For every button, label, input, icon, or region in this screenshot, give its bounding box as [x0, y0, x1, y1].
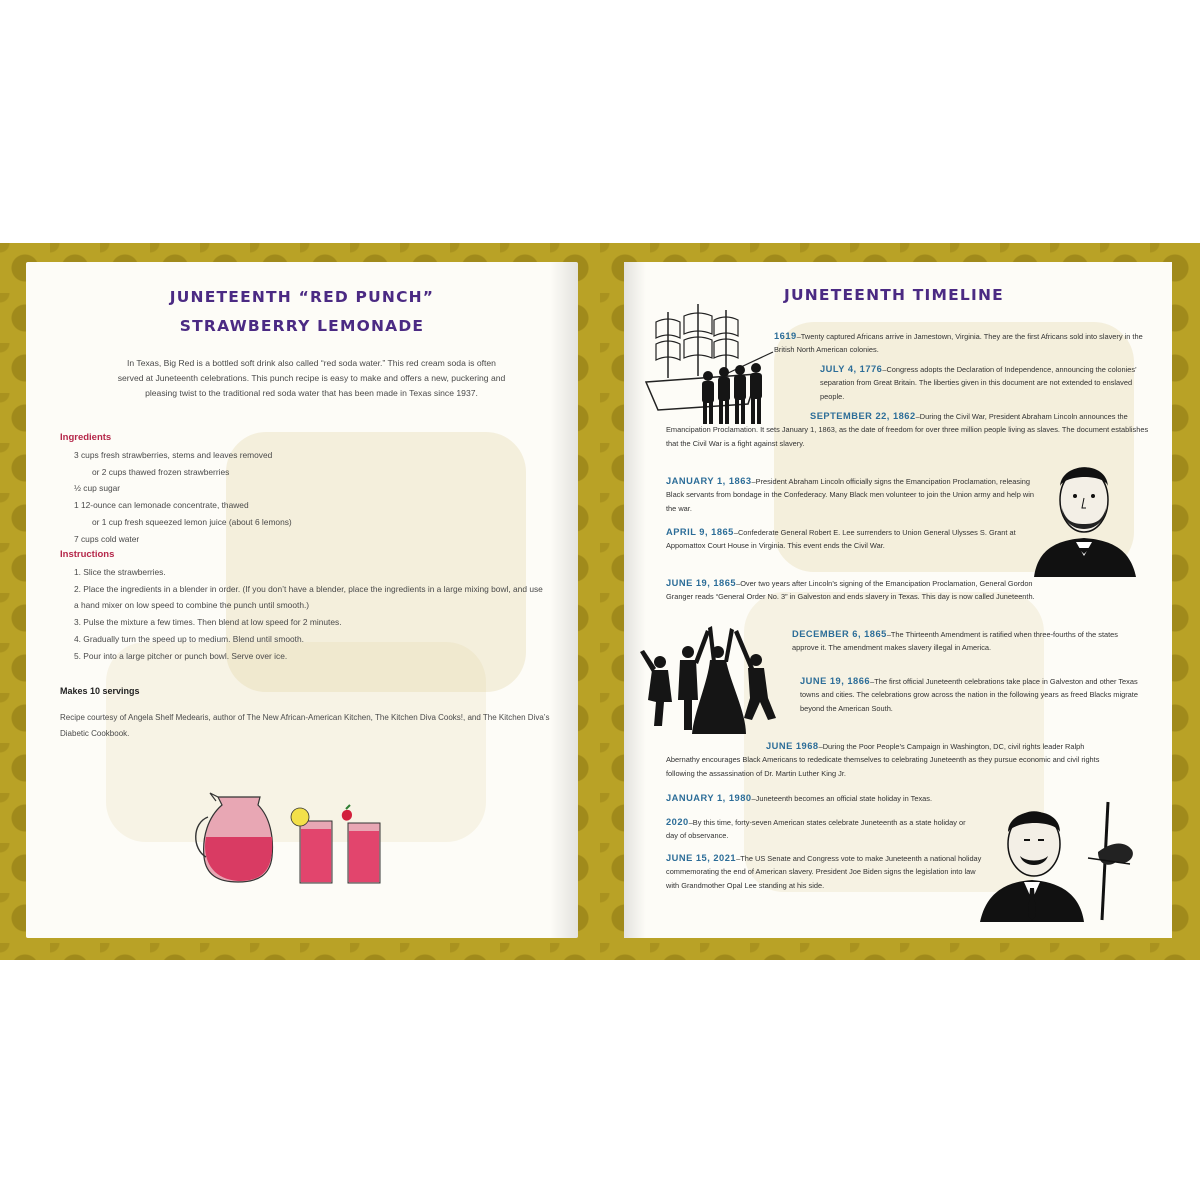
- recipe-title-line1: JUNETEENTH “RED PUNCH”: [169, 288, 435, 306]
- timeline-entry: JANUARY 1, 1980–Juneteenth becomes an official state holiday in Texas.: [666, 793, 933, 803]
- recipe-page: [26, 262, 578, 938]
- timeline-entry: JANUARY 1, 1863–President Abraham Lincoln officially signs the Emancipation Proclamation, releasing Black servants from bondage in the Confederacy. Many Black men volunteer to join the Union army and help win the war.: [666, 476, 1034, 513]
- timeline-entry: 1619–Twenty captured Africans arrive in Jamestown, Virginia. They are the first Africans sold into slavery in the British North American colonies.: [774, 331, 1143, 355]
- timeline-title: JUNETEENTH TIMELINE: [784, 286, 1004, 304]
- timeline-page: [624, 262, 1172, 938]
- timeline-entry: APRIL 9, 1865–Confederate General Robert E. Lee surrenders to Union General Ulysses S. Grant at Appomattox Court House in Virginia. This event ends the Civil War.: [666, 527, 1016, 551]
- recipe-title-line2: STRAWBERRY LEMONADE: [179, 317, 425, 335]
- list-item: 7 cups cold water: [74, 533, 140, 544]
- timeline-entry: JUNE 19, 1866–The first official Juneteenth celebrations take place in Galveston and other Texas towns and cities. The celebrations grow across the nation in the following years as freed Blacks migrate beyond the American South.: [800, 676, 1138, 713]
- list-item: 4. Gradually turn the speed up to medium. Blend until smooth.: [74, 633, 304, 644]
- list-item: or 2 cups thawed frozen strawberries: [92, 466, 230, 477]
- list-item: ½ cup sugar: [74, 483, 121, 494]
- pitcher-and-glasses-illustration: [188, 787, 398, 887]
- recipe-credit: Recipe courtesy of Angela Shelf Medearis, author of The New African-American Kitchen, The Kitchen Diva Cooks!, and The Kitchen Diva’s Diabetic Cookbook.: [60, 713, 550, 738]
- servings-note: Makes 10 servings: [60, 686, 140, 696]
- instructions-list: [74, 564, 544, 664]
- celebration-silhouettes-illustration: [638, 622, 788, 742]
- timeline-entry: JULY 4, 1776–Congress adopts the Declaration of Independence, announcing the colonies’ separation from Great Britain. The liberties given in this document are not extended to enslaved people.: [820, 364, 1137, 401]
- slave-ship-illustration: [638, 292, 788, 442]
- recipe-intro: In Texas, Big Red is a bottled soft drink also called “red soda water.” This red cream soda is often served at Juneteenth celebrations. This punch recipe is easy to make and offers a new, puckering and pleasing twist to the traditional red soda water that has been made in Texas since 1937.: [117, 358, 506, 398]
- timeline-entry: DECEMBER 6, 1865–The Thirteenth Amendment is ratified when three-fourths of the states approve it. The amendment makes slavery illegal in America.: [792, 629, 1118, 653]
- list-item: or 1 cup fresh squeezed lemon juice (about 6 lemons): [92, 516, 292, 527]
- list-item: 3 cups fresh strawberries, stems and leaves removed: [74, 450, 273, 460]
- timeline-entry: 2020–By this time, forty-seven American states celebrate Juneteenth as a state holiday or day of observance.: [666, 817, 966, 841]
- ralph-abernathy-portrait-illustration: [980, 792, 1150, 922]
- timeline-entry: JUNE 19, 1865–Over two years after Lincoln’s signing of the Emancipation Proclamation, General Gordon Granger reads “General Order No. 3” in Galveston and ends slavery in Texas. This day is now called Juneteenth.: [666, 578, 1035, 602]
- ingredients-heading: Ingredients: [60, 432, 112, 443]
- list-item: 1 12-ounce can lemonade concentrate, thawed: [74, 500, 249, 511]
- list-item: 2. Place the ingredients in a blender in order. (If you don’t have a blender, place the ingredients in a large mixing bowl, and use a hand mixer on low speed to combine the punch until smooth.): [74, 583, 543, 611]
- timeline-entry: JUNE 1968–During the Poor People’s Campaign in Washington, DC, civil rights leader Ralph Abernathy encourages Black Americans to rededicate themselves to celebrating Juneteenth as they pursue economic and civil rights following the assassination of Dr. Martin Luther King Jr.: [666, 741, 1100, 778]
- list-item: 5. Pour into a large pitcher or punch bowl. Serve over ice.: [74, 650, 288, 661]
- ingredients-list: [74, 447, 554, 547]
- lincoln-portrait-illustration: [1024, 452, 1144, 577]
- timeline-entry: SEPTEMBER 22, 1862–During the Civil War, President Abraham Lincoln announces the Emancipation Proclamation. It sets January 1, 1863, as the date of freedom for over three million people living as slaves. The document establishes that the Civil War is a fight against slavery.: [666, 411, 1149, 448]
- instructions-heading: Instructions: [60, 549, 115, 560]
- list-item: 1. Slice the strawberries.: [74, 567, 166, 577]
- timeline-entry: JUNE 15, 2021–The US Senate and Congress vote to make Juneteenth a national holiday commemorating the end of American slavery. President Joe Biden signs the legislation into law with Grandmother Opal Lee standing at his side.: [666, 853, 982, 890]
- list-item: 3. Pulse the mixture a few times. Then blend at low speed for 2 minutes.: [74, 617, 342, 628]
